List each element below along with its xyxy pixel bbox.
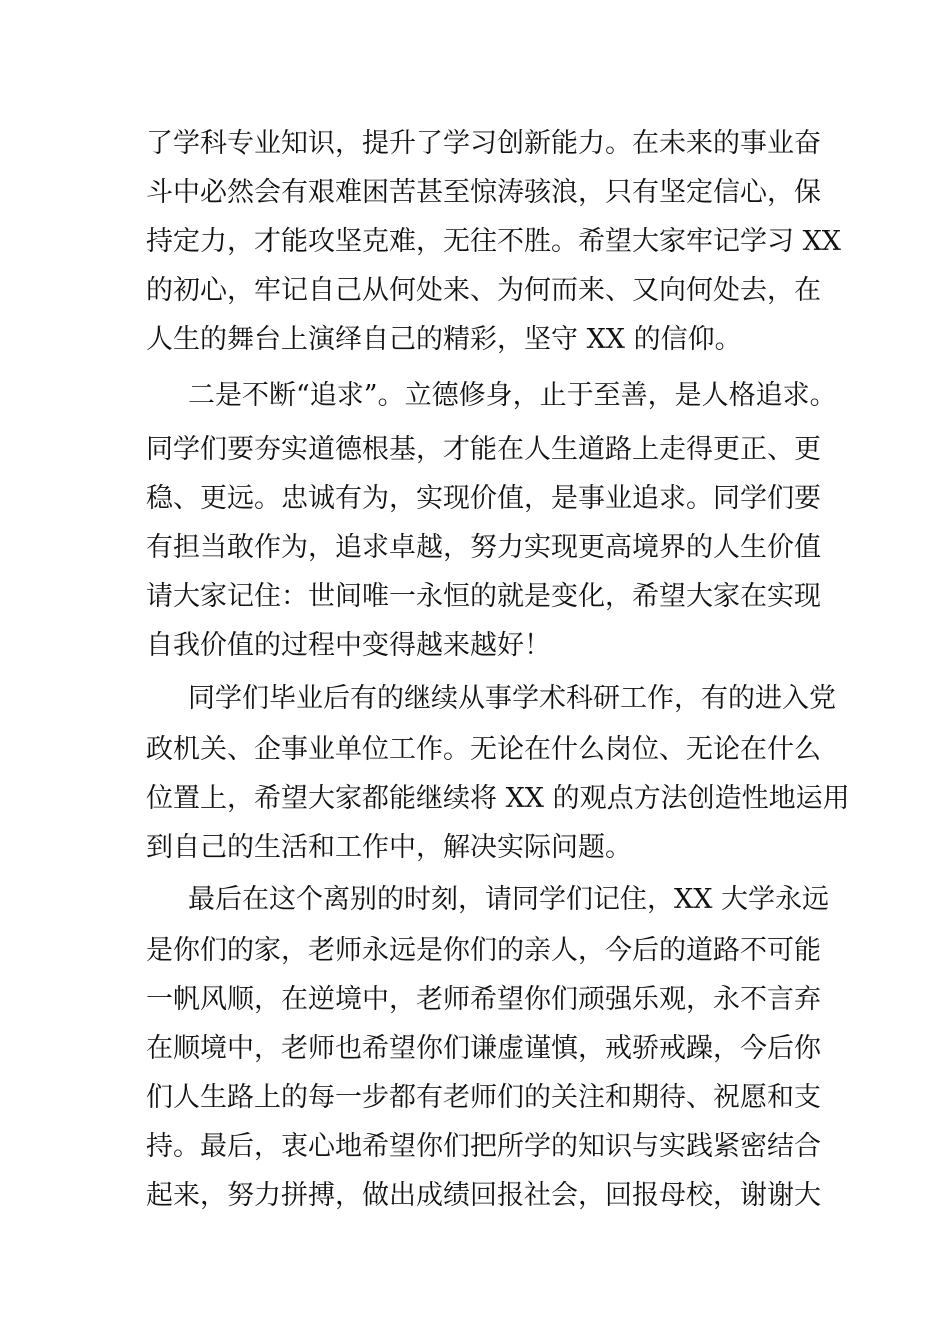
text-line: 有担当敢作为，追求卓越，努力实现更高境界的人生价值 [146, 532, 821, 563]
text-line: 斗中必然会有艰难困苦甚至惊涛骇浪，只有坚定信心，保 [146, 177, 821, 208]
paragraph-first-line: 最后在这个离别的时刻，请同学们记住，XX 大学永远 [188, 884, 830, 915]
text-line: 起来，努力拼搏，做出成绩回报社会，回报母校，谢谢大 [146, 1180, 821, 1211]
paragraph-first-line: 同学们毕业后有的继续从事学术科研工作，有的进入党 [188, 683, 836, 714]
text-line: 请大家记住：世间唯一永恒的就是变化，希望大家在实现 [146, 581, 821, 612]
text-line: 在顺境中，老师也希望你们谦虚谨慎，戒骄戒躁，今后你 [146, 1033, 821, 1064]
text-line: 们人生路上的每一步都有老师们的关注和期待、祝愿和支 [146, 1082, 821, 1113]
text-line: 持。最后，衷心地希望你们把所学的知识与实践紧密结合 [146, 1131, 821, 1162]
text-line: 一帆风顺，在逆境中，老师希望你们顽强乐观，永不言弃 [146, 984, 821, 1015]
text-line: 自我价值的过程中变得越来越好！ [146, 630, 551, 661]
text-line: 人生的舞台上演绎自己的精彩，坚守 XX 的信仰。 [146, 324, 742, 355]
text-line: 了学科专业知识，提升了学习创新能力。在未来的事业奋 [146, 128, 821, 159]
text-line: 同学们要夯实道德根基，才能在人生道路上走得更正、更 [146, 434, 821, 465]
text-line: 到自己的生活和工作中，解决实际问题。 [146, 832, 632, 863]
text-line: 持定力，才能攻坚克难，无往不胜。希望大家牢记学习 XX [146, 226, 842, 257]
text-line: 的初心，牢记自己从何处来、为何而来、又向何处去，在 [146, 275, 821, 306]
paragraph-first-line: 二是不断“追求”。立德修身，止于至善，是人格追求。 [188, 380, 837, 411]
text-line: 稳、更远。忠诚有为，实现价值，是事业追求。同学们要 [146, 483, 821, 514]
text-line: 政机关、企事业单位工作。无论在什么岗位、无论在什么 [146, 734, 821, 765]
text-line: 是你们的家，老师永远是你们的亲人，今后的道路不可能 [146, 935, 821, 966]
text-line: 位置上，希望大家都能继续将 XX 的观点方法创造性地运用 [146, 783, 850, 814]
